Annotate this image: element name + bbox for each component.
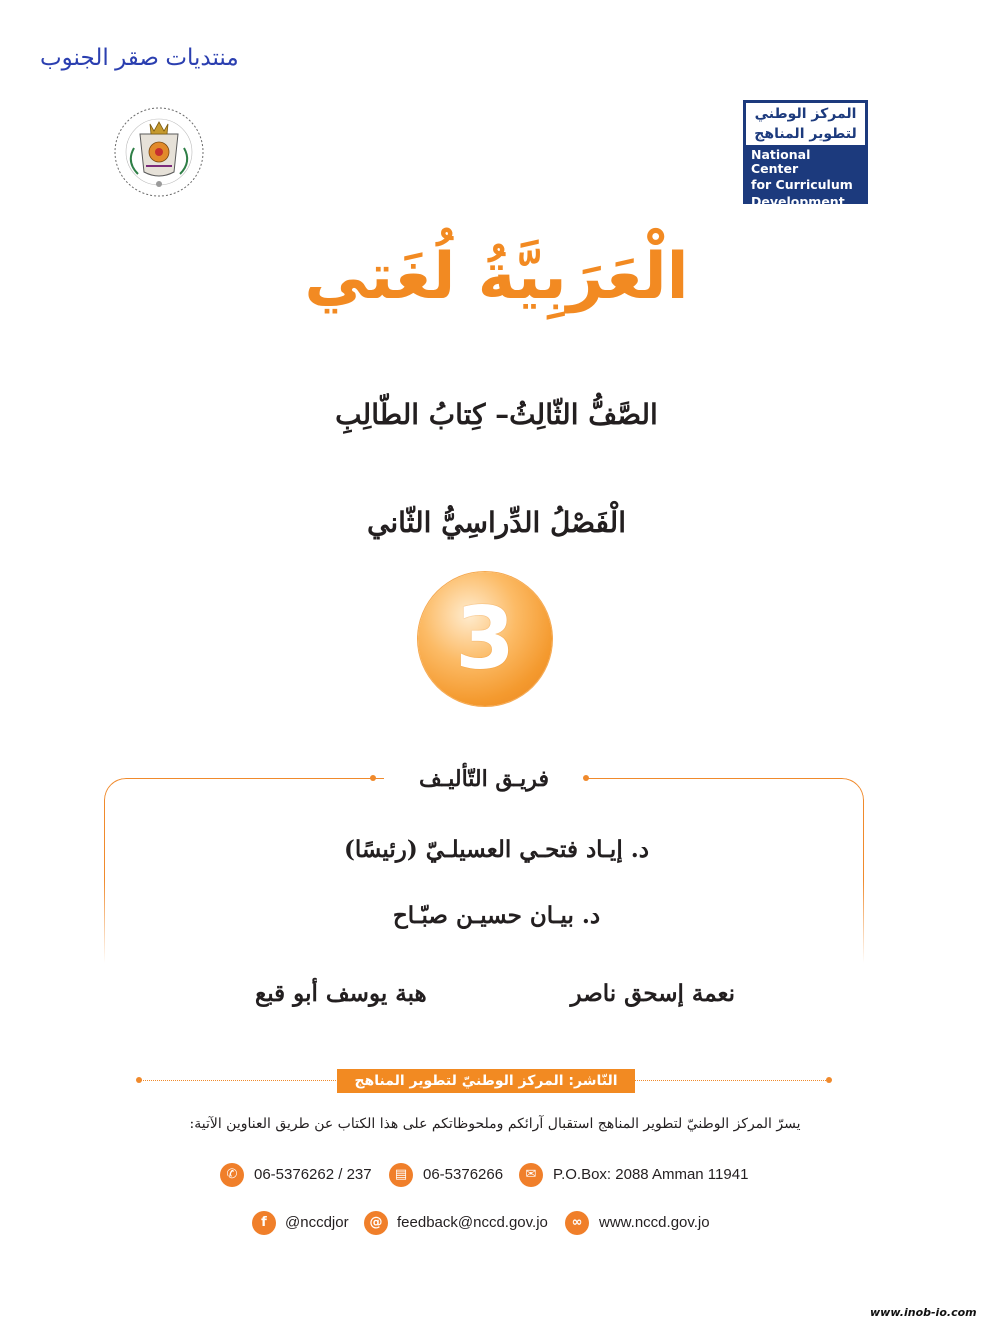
feedback-note: يسرّ المركز الوطنيّ لتطوير المناهج استقبال آرائكم وملحوظاتكم على هذا الكتاب عن طريق العناوين الآتية:	[189, 1116, 801, 1132]
phone-number: 06-5376262 / 237	[254, 1166, 372, 1183]
publisher-banner: النّاشر: المركز الوطنيّ لتطوير المناهج	[337, 1069, 635, 1093]
frame-dot-left	[370, 775, 376, 781]
book-title: الْعَرَبِيَّةُ لُغَتي	[304, 240, 689, 314]
email-address[interactable]: feedback@nccd.gov.jo	[397, 1214, 548, 1231]
link-icon: ∞	[565, 1211, 589, 1235]
author-lead: د. إيـاد فتحـي العسيلـيّ (رئيسًا)	[344, 836, 649, 863]
part-number-badge	[418, 572, 552, 706]
watermark: www.inob-io.com	[870, 1306, 977, 1319]
author-second: د. بيـان حسيـن صبّـاح	[392, 902, 601, 929]
part-number: 3	[455, 589, 515, 689]
logo-arabic-line-1: المركز الوطني	[746, 103, 865, 125]
logo-english-line-1: National Center	[751, 147, 811, 176]
logo-arabic-line-2: لتطوير المناهج	[746, 125, 865, 145]
divider-dot-left	[136, 1077, 142, 1083]
authors-heading: فريـق التّأليـف	[419, 766, 549, 792]
facebook-handle[interactable]: @nccdjor	[285, 1214, 349, 1231]
author-third-right: نعمة إسحق ناصر	[570, 980, 735, 1007]
at-icon: @	[364, 1211, 388, 1235]
fax-number: 06-5376266	[423, 1166, 504, 1183]
logo-english-line-2: for Curriculum	[751, 177, 853, 192]
author-third-left: هبة يوسف أبو قبع	[255, 980, 427, 1007]
phone-icon: ✆	[220, 1163, 244, 1187]
website-url[interactable]: www.nccd.gov.jo	[599, 1214, 710, 1231]
semester-line: الْفَصْلُ الدِّراسِيُّ الثّاني	[367, 506, 626, 539]
forum-name: منتديات صقر الجنوب	[40, 44, 239, 70]
facebook-icon: f	[252, 1211, 276, 1235]
fax-icon: ▤	[389, 1163, 413, 1187]
authors-frame	[104, 778, 864, 963]
mail-icon: ✉	[519, 1163, 543, 1187]
publisher-logo	[743, 100, 868, 209]
pobox-address: P.O.Box: 2088 Amman 11941	[553, 1166, 749, 1183]
logo-english-line-3: Development	[751, 193, 845, 209]
grade-line: الصَّفُّ الثّالِثُ– كِتابُ الطّالِبِ	[335, 398, 658, 431]
divider-dot-right	[826, 1077, 832, 1083]
ministry-seal	[104, 104, 214, 200]
